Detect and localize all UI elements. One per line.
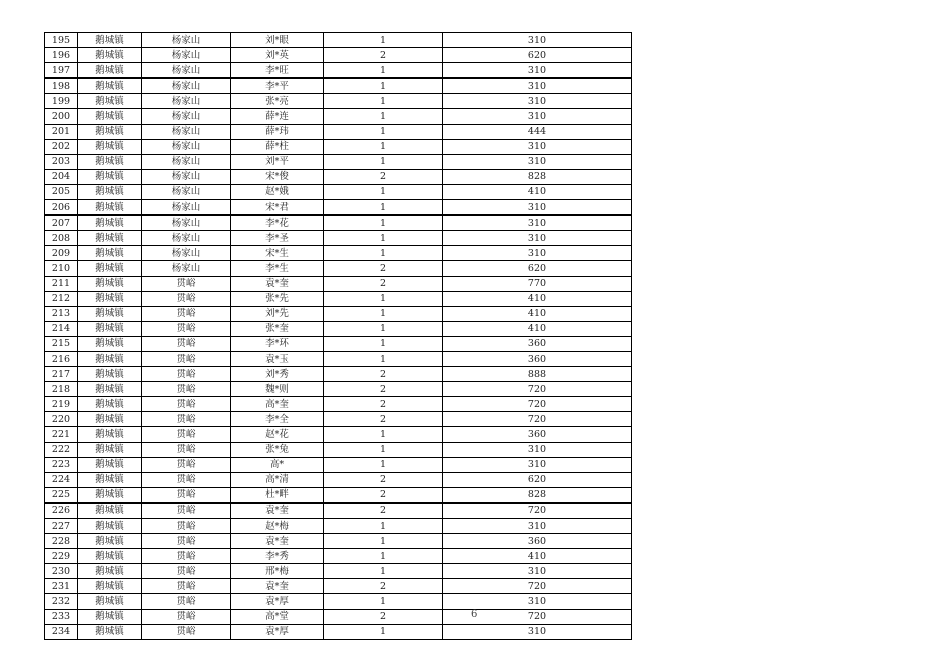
village-cell: 贯峪	[142, 519, 231, 534]
table-row	[45, 442, 632, 457]
table-row	[45, 169, 632, 184]
name-cell: 魏*则	[231, 382, 324, 397]
village-cell: 贯峪	[142, 594, 231, 609]
table-row	[45, 397, 632, 412]
village-cell: 杨家山	[142, 231, 231, 246]
table-row	[45, 321, 632, 336]
village-cell: 杨家山	[142, 184, 231, 199]
table-row	[45, 594, 632, 609]
count-cell: 1	[324, 457, 443, 472]
town-cell: 鹅城镇	[78, 184, 142, 199]
village-cell: 贯峪	[142, 442, 231, 457]
table-row	[45, 487, 632, 503]
name-cell: 李*生	[231, 261, 324, 276]
town-cell: 鹅城镇	[78, 534, 142, 549]
name-cell: 张*兔	[231, 442, 324, 457]
row-number-cell: 226	[45, 503, 78, 519]
village-cell: 杨家山	[142, 154, 231, 169]
row-number-cell: 231	[45, 579, 78, 594]
amount-cell: 310	[443, 78, 632, 94]
count-cell: 1	[324, 139, 443, 154]
row-number-cell: 200	[45, 109, 78, 124]
count-cell: 2	[324, 412, 443, 427]
village-cell: 杨家山	[142, 48, 231, 63]
town-cell: 鹅城镇	[78, 215, 142, 231]
row-number-cell: 213	[45, 306, 78, 321]
row-number-cell: 216	[45, 351, 78, 366]
village-cell: 贯峪	[142, 564, 231, 579]
amount-cell: 620	[443, 48, 632, 63]
count-cell: 1	[324, 321, 443, 336]
amount-cell: 410	[443, 549, 632, 564]
name-cell: 李*秀	[231, 549, 324, 564]
amount-cell: 310	[443, 594, 632, 609]
town-cell: 鹅城镇	[78, 124, 142, 139]
name-cell: 李*旺	[231, 63, 324, 79]
table-row	[45, 63, 632, 79]
town-cell: 鹅城镇	[78, 503, 142, 519]
village-cell: 贯峪	[142, 306, 231, 321]
amount-cell: 310	[443, 33, 632, 48]
amount-cell: 310	[443, 215, 632, 231]
name-cell: 张*奎	[231, 321, 324, 336]
count-cell: 2	[324, 276, 443, 291]
town-cell: 鹅城镇	[78, 564, 142, 579]
village-cell: 贯峪	[142, 534, 231, 549]
name-cell: 李*全	[231, 412, 324, 427]
name-cell: 袁*奎	[231, 579, 324, 594]
town-cell: 鹅城镇	[78, 306, 142, 321]
count-cell: 1	[324, 351, 443, 366]
table-row	[45, 291, 632, 306]
name-cell: 赵*梅	[231, 519, 324, 534]
row-number-cell: 199	[45, 94, 78, 109]
village-cell: 杨家山	[142, 63, 231, 79]
table-row	[45, 564, 632, 579]
amount-cell: 410	[443, 184, 632, 199]
village-cell: 杨家山	[142, 169, 231, 184]
table-row	[45, 261, 632, 276]
village-cell: 杨家山	[142, 246, 231, 261]
amount-cell: 310	[443, 457, 632, 472]
row-number-cell: 222	[45, 442, 78, 457]
town-cell: 鹅城镇	[78, 336, 142, 351]
count-cell: 2	[324, 367, 443, 382]
count-cell: 1	[324, 336, 443, 351]
count-cell: 1	[324, 624, 443, 639]
table-row	[45, 215, 632, 231]
village-cell: 贯峪	[142, 427, 231, 442]
name-cell: 袁*奎	[231, 503, 324, 519]
table-row	[45, 549, 632, 564]
row-number-cell: 224	[45, 472, 78, 487]
town-cell: 鹅城镇	[78, 412, 142, 427]
table-row	[45, 109, 632, 124]
amount-cell: 310	[443, 94, 632, 109]
row-number-cell: 228	[45, 534, 78, 549]
amount-cell: 410	[443, 321, 632, 336]
town-cell: 鹅城镇	[78, 487, 142, 503]
amount-cell: 360	[443, 427, 632, 442]
row-number-cell: 232	[45, 594, 78, 609]
table-row	[45, 382, 632, 397]
row-number-cell: 217	[45, 367, 78, 382]
row-number-cell: 207	[45, 215, 78, 231]
row-number-cell: 234	[45, 624, 78, 639]
table-row	[45, 427, 632, 442]
count-cell: 2	[324, 579, 443, 594]
table-row	[45, 609, 632, 624]
town-cell: 鹅城镇	[78, 472, 142, 487]
amount-cell: 828	[443, 169, 632, 184]
count-cell: 1	[324, 200, 443, 216]
name-cell: 高*清	[231, 472, 324, 487]
amount-cell: 620	[443, 472, 632, 487]
count-cell: 2	[324, 48, 443, 63]
name-cell: 李*平	[231, 78, 324, 94]
town-cell: 鹅城镇	[78, 63, 142, 79]
count-cell: 1	[324, 33, 443, 48]
name-cell: 赵*娥	[231, 184, 324, 199]
table-row	[45, 534, 632, 549]
count-cell: 1	[324, 231, 443, 246]
village-cell: 贯峪	[142, 549, 231, 564]
village-cell: 贯峪	[142, 367, 231, 382]
name-cell: 刘*先	[231, 306, 324, 321]
town-cell: 鹅城镇	[78, 579, 142, 594]
amount-cell: 720	[443, 503, 632, 519]
name-cell: 刘*平	[231, 154, 324, 169]
table-row	[45, 276, 632, 291]
name-cell: 刘*秀	[231, 367, 324, 382]
row-number-cell: 202	[45, 139, 78, 154]
table-row	[45, 124, 632, 139]
town-cell: 鹅城镇	[78, 609, 142, 624]
row-number-cell: 206	[45, 200, 78, 216]
row-number-cell: 221	[45, 427, 78, 442]
village-cell: 贯峪	[142, 503, 231, 519]
table-row	[45, 306, 632, 321]
table-row	[45, 246, 632, 261]
amount-cell: 310	[443, 231, 632, 246]
name-cell: 李*圣	[231, 231, 324, 246]
row-number-cell: 229	[45, 549, 78, 564]
village-cell: 贯峪	[142, 291, 231, 306]
record-table	[44, 32, 632, 640]
row-number-cell: 225	[45, 487, 78, 503]
table-row	[45, 519, 632, 534]
count-cell: 1	[324, 63, 443, 79]
row-number-cell: 204	[45, 169, 78, 184]
town-cell: 鹅城镇	[78, 397, 142, 412]
count-cell: 1	[324, 246, 443, 261]
amount-cell: 828	[443, 487, 632, 503]
row-number-cell: 219	[45, 397, 78, 412]
village-cell: 杨家山	[142, 139, 231, 154]
amount-cell: 410	[443, 306, 632, 321]
count-cell: 1	[324, 306, 443, 321]
village-cell: 贯峪	[142, 397, 231, 412]
count-cell: 1	[324, 534, 443, 549]
village-cell: 杨家山	[142, 94, 231, 109]
row-number-cell: 195	[45, 33, 78, 48]
row-number-cell: 201	[45, 124, 78, 139]
table-row	[45, 579, 632, 594]
amount-cell: 310	[443, 564, 632, 579]
count-cell: 1	[324, 215, 443, 231]
town-cell: 鹅城镇	[78, 139, 142, 154]
page-number: 6	[471, 609, 478, 620]
name-cell: 薛*玮	[231, 124, 324, 139]
name-cell: 薛*连	[231, 109, 324, 124]
town-cell: 鹅城镇	[78, 169, 142, 184]
town-cell: 鹅城镇	[78, 231, 142, 246]
table-row	[45, 48, 632, 63]
amount-cell: 720	[443, 382, 632, 397]
town-cell: 鹅城镇	[78, 291, 142, 306]
village-cell: 贯峪	[142, 472, 231, 487]
name-cell: 高*堂	[231, 609, 324, 624]
row-number-cell: 208	[45, 231, 78, 246]
town-cell: 鹅城镇	[78, 154, 142, 169]
count-cell: 1	[324, 564, 443, 579]
count-cell: 2	[324, 503, 443, 519]
count-cell: 2	[324, 261, 443, 276]
village-cell: 贯峪	[142, 412, 231, 427]
amount-cell: 310	[443, 624, 632, 639]
village-cell: 贯峪	[142, 487, 231, 503]
row-number-cell: 205	[45, 184, 78, 199]
count-cell: 2	[324, 397, 443, 412]
table-row	[45, 94, 632, 109]
village-cell: 贯峪	[142, 351, 231, 366]
table-row	[45, 184, 632, 199]
town-cell: 鹅城镇	[78, 442, 142, 457]
count-cell: 1	[324, 442, 443, 457]
town-cell: 鹅城镇	[78, 321, 142, 336]
town-cell: 鹅城镇	[78, 351, 142, 366]
town-cell: 鹅城镇	[78, 519, 142, 534]
row-number-cell: 203	[45, 154, 78, 169]
row-number-cell: 230	[45, 564, 78, 579]
town-cell: 鹅城镇	[78, 109, 142, 124]
name-cell: 袁*奎	[231, 276, 324, 291]
table-row	[45, 139, 632, 154]
village-cell: 杨家山	[142, 78, 231, 94]
table-row	[45, 457, 632, 472]
town-cell: 鹅城镇	[78, 594, 142, 609]
name-cell: 杜*畔	[231, 487, 324, 503]
village-cell: 贯峪	[142, 276, 231, 291]
village-cell: 贯峪	[142, 579, 231, 594]
amount-cell: 310	[443, 200, 632, 216]
row-number-cell: 209	[45, 246, 78, 261]
amount-cell: 360	[443, 534, 632, 549]
amount-cell: 310	[443, 519, 632, 534]
town-cell: 鹅城镇	[78, 48, 142, 63]
table-row	[45, 472, 632, 487]
count-cell: 1	[324, 519, 443, 534]
count-cell: 1	[324, 124, 443, 139]
row-number-cell: 212	[45, 291, 78, 306]
village-cell: 贯峪	[142, 336, 231, 351]
row-number-cell: 214	[45, 321, 78, 336]
town-cell: 鹅城镇	[78, 246, 142, 261]
amount-cell: 770	[443, 276, 632, 291]
count-cell: 1	[324, 184, 443, 199]
table-row	[45, 503, 632, 519]
count-cell: 1	[324, 427, 443, 442]
count-cell: 1	[324, 594, 443, 609]
village-cell: 杨家山	[142, 33, 231, 48]
name-cell: 袁*厚	[231, 624, 324, 639]
row-number-cell: 218	[45, 382, 78, 397]
town-cell: 鹅城镇	[78, 261, 142, 276]
count-cell: 2	[324, 609, 443, 624]
name-cell: 宋*君	[231, 200, 324, 216]
town-cell: 鹅城镇	[78, 276, 142, 291]
amount-cell: 720	[443, 609, 632, 624]
village-cell: 贯峪	[142, 457, 231, 472]
village-cell: 杨家山	[142, 109, 231, 124]
name-cell: 高*	[231, 457, 324, 472]
amount-cell: 310	[443, 109, 632, 124]
village-cell: 杨家山	[142, 200, 231, 216]
count-cell: 2	[324, 472, 443, 487]
amount-cell: 410	[443, 291, 632, 306]
count-cell: 1	[324, 94, 443, 109]
table-row	[45, 412, 632, 427]
town-cell: 鹅城镇	[78, 78, 142, 94]
town-cell: 鹅城镇	[78, 427, 142, 442]
row-number-cell: 215	[45, 336, 78, 351]
row-number-cell: 227	[45, 519, 78, 534]
count-cell: 1	[324, 291, 443, 306]
amount-cell: 310	[443, 442, 632, 457]
name-cell: 张*先	[231, 291, 324, 306]
amount-cell: 444	[443, 124, 632, 139]
name-cell: 邢*梅	[231, 564, 324, 579]
amount-cell: 310	[443, 139, 632, 154]
row-number-cell: 220	[45, 412, 78, 427]
name-cell: 张*亮	[231, 94, 324, 109]
table-row	[45, 200, 632, 216]
amount-cell: 720	[443, 412, 632, 427]
village-cell: 杨家山	[142, 215, 231, 231]
row-number-cell: 210	[45, 261, 78, 276]
table-row	[45, 33, 632, 48]
amount-cell: 888	[443, 367, 632, 382]
row-number-cell: 198	[45, 78, 78, 94]
table-row	[45, 154, 632, 169]
name-cell: 袁*玉	[231, 351, 324, 366]
row-number-cell: 196	[45, 48, 78, 63]
amount-cell: 620	[443, 261, 632, 276]
name-cell: 薛*柱	[231, 139, 324, 154]
town-cell: 鹅城镇	[78, 382, 142, 397]
village-cell: 杨家山	[142, 124, 231, 139]
amount-cell: 720	[443, 397, 632, 412]
count-cell: 2	[324, 169, 443, 184]
amount-cell: 360	[443, 351, 632, 366]
table-row	[45, 367, 632, 382]
village-cell: 贯峪	[142, 624, 231, 639]
count-cell: 1	[324, 549, 443, 564]
amount-cell: 310	[443, 154, 632, 169]
count-cell: 2	[324, 487, 443, 503]
row-number-cell: 211	[45, 276, 78, 291]
village-cell: 杨家山	[142, 261, 231, 276]
amount-cell: 310	[443, 246, 632, 261]
amount-cell: 360	[443, 336, 632, 351]
name-cell: 李*花	[231, 215, 324, 231]
table-row	[45, 624, 632, 639]
table-row	[45, 351, 632, 366]
row-number-cell: 233	[45, 609, 78, 624]
row-number-cell: 223	[45, 457, 78, 472]
table-row	[45, 231, 632, 246]
town-cell: 鹅城镇	[78, 200, 142, 216]
name-cell: 宋*俊	[231, 169, 324, 184]
name-cell: 袁*奎	[231, 534, 324, 549]
record-table-body	[45, 33, 632, 640]
name-cell: 赵*花	[231, 427, 324, 442]
row-number-cell: 197	[45, 63, 78, 79]
count-cell: 1	[324, 78, 443, 94]
name-cell: 高*奎	[231, 397, 324, 412]
name-cell: 李*环	[231, 336, 324, 351]
town-cell: 鹅城镇	[78, 33, 142, 48]
table-row	[45, 336, 632, 351]
town-cell: 鹅城镇	[78, 549, 142, 564]
town-cell: 鹅城镇	[78, 94, 142, 109]
name-cell: 宋*生	[231, 246, 324, 261]
village-cell: 贯峪	[142, 382, 231, 397]
town-cell: 鹅城镇	[78, 624, 142, 639]
count-cell: 1	[324, 109, 443, 124]
amount-cell: 720	[443, 579, 632, 594]
town-cell: 鹅城镇	[78, 367, 142, 382]
count-cell: 1	[324, 154, 443, 169]
name-cell: 刘*英	[231, 48, 324, 63]
table-row	[45, 78, 632, 94]
town-cell: 鹅城镇	[78, 457, 142, 472]
name-cell: 袁*厚	[231, 594, 324, 609]
count-cell: 2	[324, 382, 443, 397]
village-cell: 贯峪	[142, 321, 231, 336]
amount-cell: 310	[443, 63, 632, 79]
name-cell: 刘*眼	[231, 33, 324, 48]
village-cell: 贯峪	[142, 609, 231, 624]
